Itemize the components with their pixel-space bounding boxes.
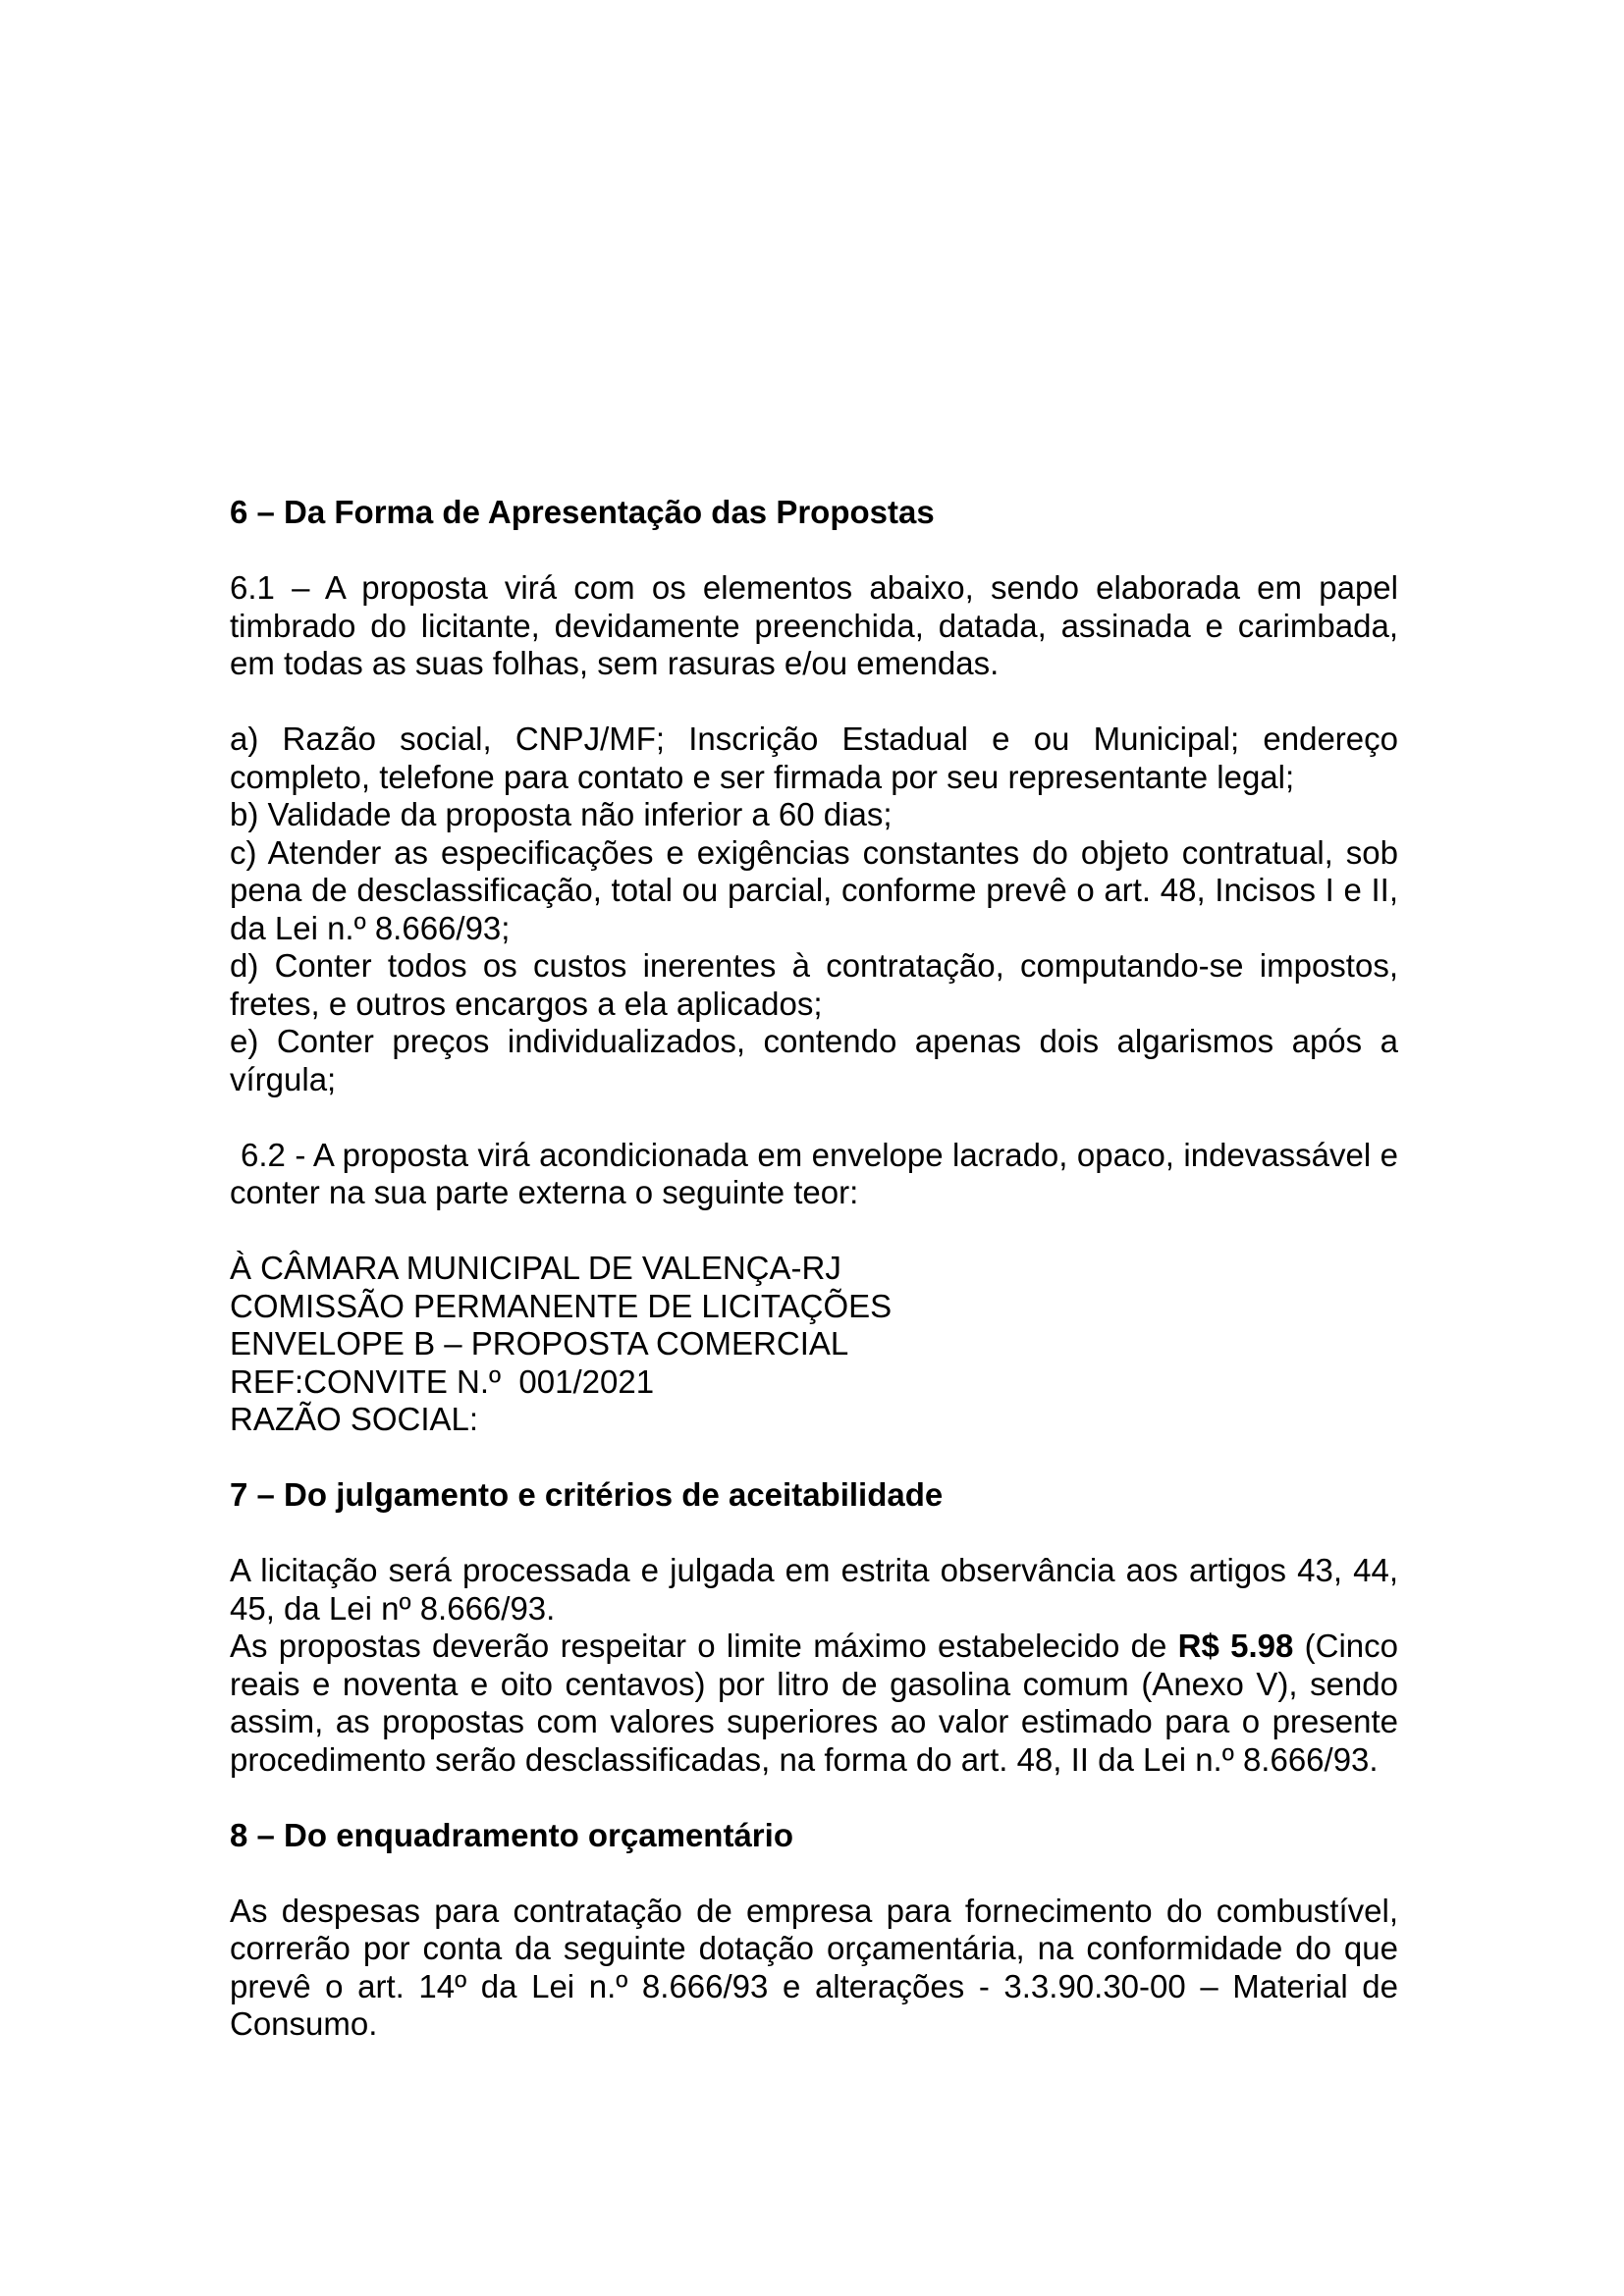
para-6-2: 6.2 - A proposta virá acondicionada em envelope lacrado, opaco, indevassável e conter na sua parte externa o seguinte teor: <box>230 1136 1398 1210</box>
para-6-1: 6.1 – A proposta virá com os elementos abaixo, sendo elaborada em papel timbrado do licitante, devidamente preenchida, datada, assinada e carimbada, em todas as suas folhas, sem rasuras e/ou emendas. <box>230 569 1398 681</box>
proposal-requirement-list <box>230 721 1398 1098</box>
price-limit-value: R$ 5.98 <box>1177 1628 1294 1664</box>
section-6-heading: 6 – Da Forma de Apresentação das Propostas <box>230 494 935 530</box>
envelope-line-razao-social: RAZÃO SOCIAL: <box>230 1401 479 1437</box>
price-limit-text-before: As propostas deverão respeitar o limite máximo estabelecido de <box>230 1628 1178 1664</box>
list-item-d: d) Conter todos os custos inerentes à contratação, computando-se impostos, fretes, e outros encargos a ela aplicados; <box>230 947 1398 1022</box>
envelope-line-envelope-b: ENVELOPE B – PROPOSTA COMERCIAL <box>230 1325 849 1362</box>
section-8-block <box>230 1893 1398 2044</box>
section-6-1-block <box>230 569 1398 683</box>
envelope-line-commission: COMISSÃO PERMANENTE DE LICITAÇÕES <box>230 1287 893 1324</box>
budget-para: As despesas para contratação de empresa para fornecimento do combustível, correrão por conta da seguinte dotação orçamentária, na conformidade do que prevê o art. 14º da Lei n.º 8.666/93 e alterações - 3.3.90.30-00 – Material de Consumo. <box>230 1892 1398 2042</box>
section-7-block <box>230 1552 1398 1779</box>
section-6-2-block <box>230 1137 1398 1212</box>
list-item-a: a) Razão social, CNPJ/MF; Inscrição Estadual e ou Municipal; endereço completo, telefone para contato e ser firmada por seu representante legal; <box>230 721 1398 795</box>
list-item-e: e) Conter preços individualizados, contendo apenas dois algarismos após a vírgula; <box>230 1023 1398 1097</box>
list-item-c: c) Atender as especificações e exigências constantes do objeto contratual, sob pena de desclassificação, total ou parcial, conforme prevê o art. 48, Incisos I e II, da Lei n.º 8.666/93; <box>230 833 1398 946</box>
envelope-line-recipient: À CÂMARA MUNICIPAL DE VALENÇA-RJ <box>230 1250 841 1286</box>
section-7-heading: 7 – Do julgamento e critérios de aceitabilidade <box>230 1476 944 1513</box>
section-8-heading: 8 – Do enquadramento orçamentário <box>230 1816 793 1853</box>
judgment-para-2 <box>230 1628 1398 1779</box>
document-content <box>230 494 1398 2081</box>
envelope-address-block <box>230 1250 1398 1439</box>
judgment-para-1: A licitação será processada e julgada em estrita observância aos artigos 43, 44, 45, da Lei nº 8.666/93. <box>230 1552 1398 1627</box>
list-item-b: b) Validade da proposta não inferior a 60 dias; <box>230 796 893 832</box>
price-limit-text-after: (Cinco reais e noventa e oito centavos) por litro de gasolina comum (Anexo V), sendo assim, as propostas com valores superiores ao valor estimado para o presente procedimento serão desclassificadas, na forma do art. 48, II da Lei n.º 8.666/93. <box>230 1628 1398 1778</box>
envelope-line-ref: REF:CONVITE N.º 001/2021 <box>230 1362 655 1400</box>
